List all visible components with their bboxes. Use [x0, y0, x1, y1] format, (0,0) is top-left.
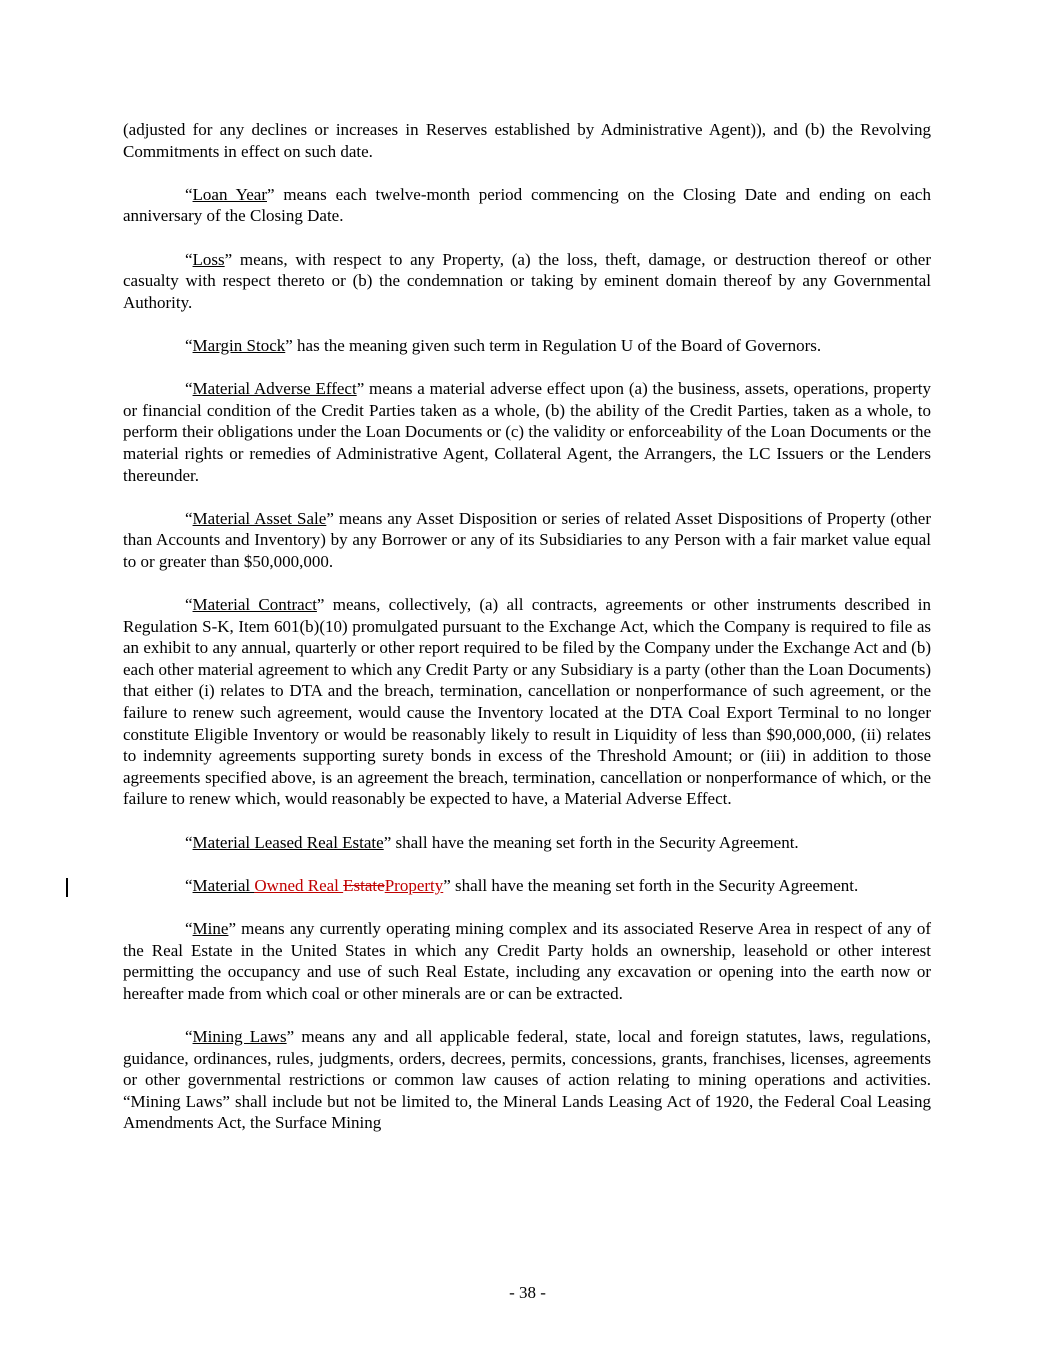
text-run: ” means a material adverse effect upon (a) the business, assets, operations, property or financial condition of the Credit Parties taken as a whole, (b) the ability of the Credit Parties, taken as a whole, to perform their obligations under the Loan Documents or (c) the validity or enforceability of the Loan Documents or the material rights or remedies of Administrative Agent, Collateral Agent, the Arrangers, the LC Issuers or the Lenders thereunder. [123, 379, 931, 485]
text-run: Estate [343, 875, 385, 895]
text-run: “ [185, 918, 193, 938]
defined-term: Margin Stock [192, 335, 286, 355]
page-number: - 38 - [509, 1283, 546, 1302]
text-run: “ [185, 249, 193, 269]
defined-term: Owned Real [254, 875, 344, 895]
text-run: ” means, collectively, (a) all contracts, agreements or other instruments described in Regulation S-K, Item 601(b)(10) promulgated pursuant to the Exchange Act, which the Company is required to file as an exhibit to any annual, quarterly or other report required to be filed by the Company under the Exchange Act and (b) each other material agreement to which any Credit Party or any Subsidiary is a party (other than the Loan Documents) that either (i) relates to DTA and the breach, termination, cancellation or nonperformance of such agreement, or the failure to renew such agreement, would cause the Inventory located at the DTA Coal Export Terminal to no longer constitute Eligible Inventory or would be reasonably likely to result in Liquidity of less than $90,000,000, (ii) relates to indemnity agreements supporting surety bonds in excess of the Threshold Amount; or (iii) in addition to those agreements specified above, is an agreement the breach, termination, cancellation or nonperformance of which, or the failure to renew which, would reasonably be expected to have, a Material Adverse Effect. [123, 595, 931, 809]
text-run: ” means any and all applicable federal, state, local and foreign statutes, laws, regulations, guidance, ordinances, rules, judgments, orders, decrees, permits, concessions, grants, franchises, licenses, agreements or other governmental restrictions or common law causes of action relating to mining operations and activities. “Mining Laws” shall include but not be limited to, the Mineral Lands Leasing Act of 1920, the Federal Coal Leasing Amendments Act, the Surface Mining [123, 1026, 931, 1133]
revision-change-bar [66, 878, 68, 897]
text-run: “ [185, 595, 193, 615]
text-run: “ [185, 379, 193, 399]
defined-term: Material Asset Sale [192, 508, 327, 528]
paragraph [123, 119, 931, 162]
paragraph [123, 918, 931, 1004]
text-run: “ [185, 875, 193, 895]
text-run: “ [185, 1026, 193, 1046]
text-run: “ [185, 335, 193, 355]
text-run: ” means, with respect to any Property, (a) the loss, theft, damage, or destruction thereof or other casualty with respect thereto or (b) the condemnation or taking by eminent domain thereof by any Governmental Authority. [123, 249, 931, 312]
text-run: ” means any currently operating mining complex and its associated Reserve Area in respect of any of the Real Estate in the United States in which any Credit Party holds an ownership, leasehold or other interest permitting the occupancy and use of such Real Estate, including any excavation or opening into the earth now or hereafter made from which coal or other minerals are or can be extracted. [123, 918, 931, 1003]
defined-term: Property [384, 875, 444, 895]
document-body [123, 119, 931, 1156]
defined-term: Material [192, 875, 255, 895]
text-run: “ [185, 832, 193, 852]
paragraph [123, 249, 931, 314]
defined-term: Mine [192, 918, 229, 938]
paragraph [123, 335, 931, 357]
paragraph [123, 1026, 931, 1134]
text-run: ” shall have the meaning set forth in the Security Agreement. [443, 875, 859, 895]
text-run: ” means any Asset Disposition or series of related Asset Dispositions of Property (other than Accounts and Inventory) by any Borrower or any of its Subsidiaries to any Person with a fair market value equal to or greater than $50,000,000. [123, 508, 931, 571]
defined-term: Material Adverse Effect [192, 379, 357, 399]
text-run: (adjusted for any declines or increases in Reserves established by Administrative Agent)), and (b) the Revolving Commitments in effect on such date. [123, 120, 931, 161]
defined-term: Material Leased Real Estate [192, 832, 384, 852]
paragraph [123, 378, 931, 486]
paragraph [123, 875, 931, 897]
paragraph [123, 594, 931, 810]
defined-term: Loss [192, 249, 225, 269]
paragraph [123, 184, 931, 227]
defined-term: Loan Year [192, 184, 267, 204]
text-run: ” has the meaning given such term in Regulation U of the Board of Governors. [285, 335, 822, 355]
text-run: “ [185, 508, 193, 528]
paragraph [123, 508, 931, 573]
defined-term: Mining Laws [192, 1026, 287, 1046]
text-run: ” means each twelve-month period commencing on the Closing Date and ending on each anniversary of the Closing Date. [123, 184, 931, 226]
defined-term: Material Contract [192, 595, 317, 615]
text-run: “ [185, 184, 193, 204]
paragraph [123, 832, 931, 854]
text-run: ” shall have the meaning set forth in the Security Agreement. [383, 832, 799, 852]
